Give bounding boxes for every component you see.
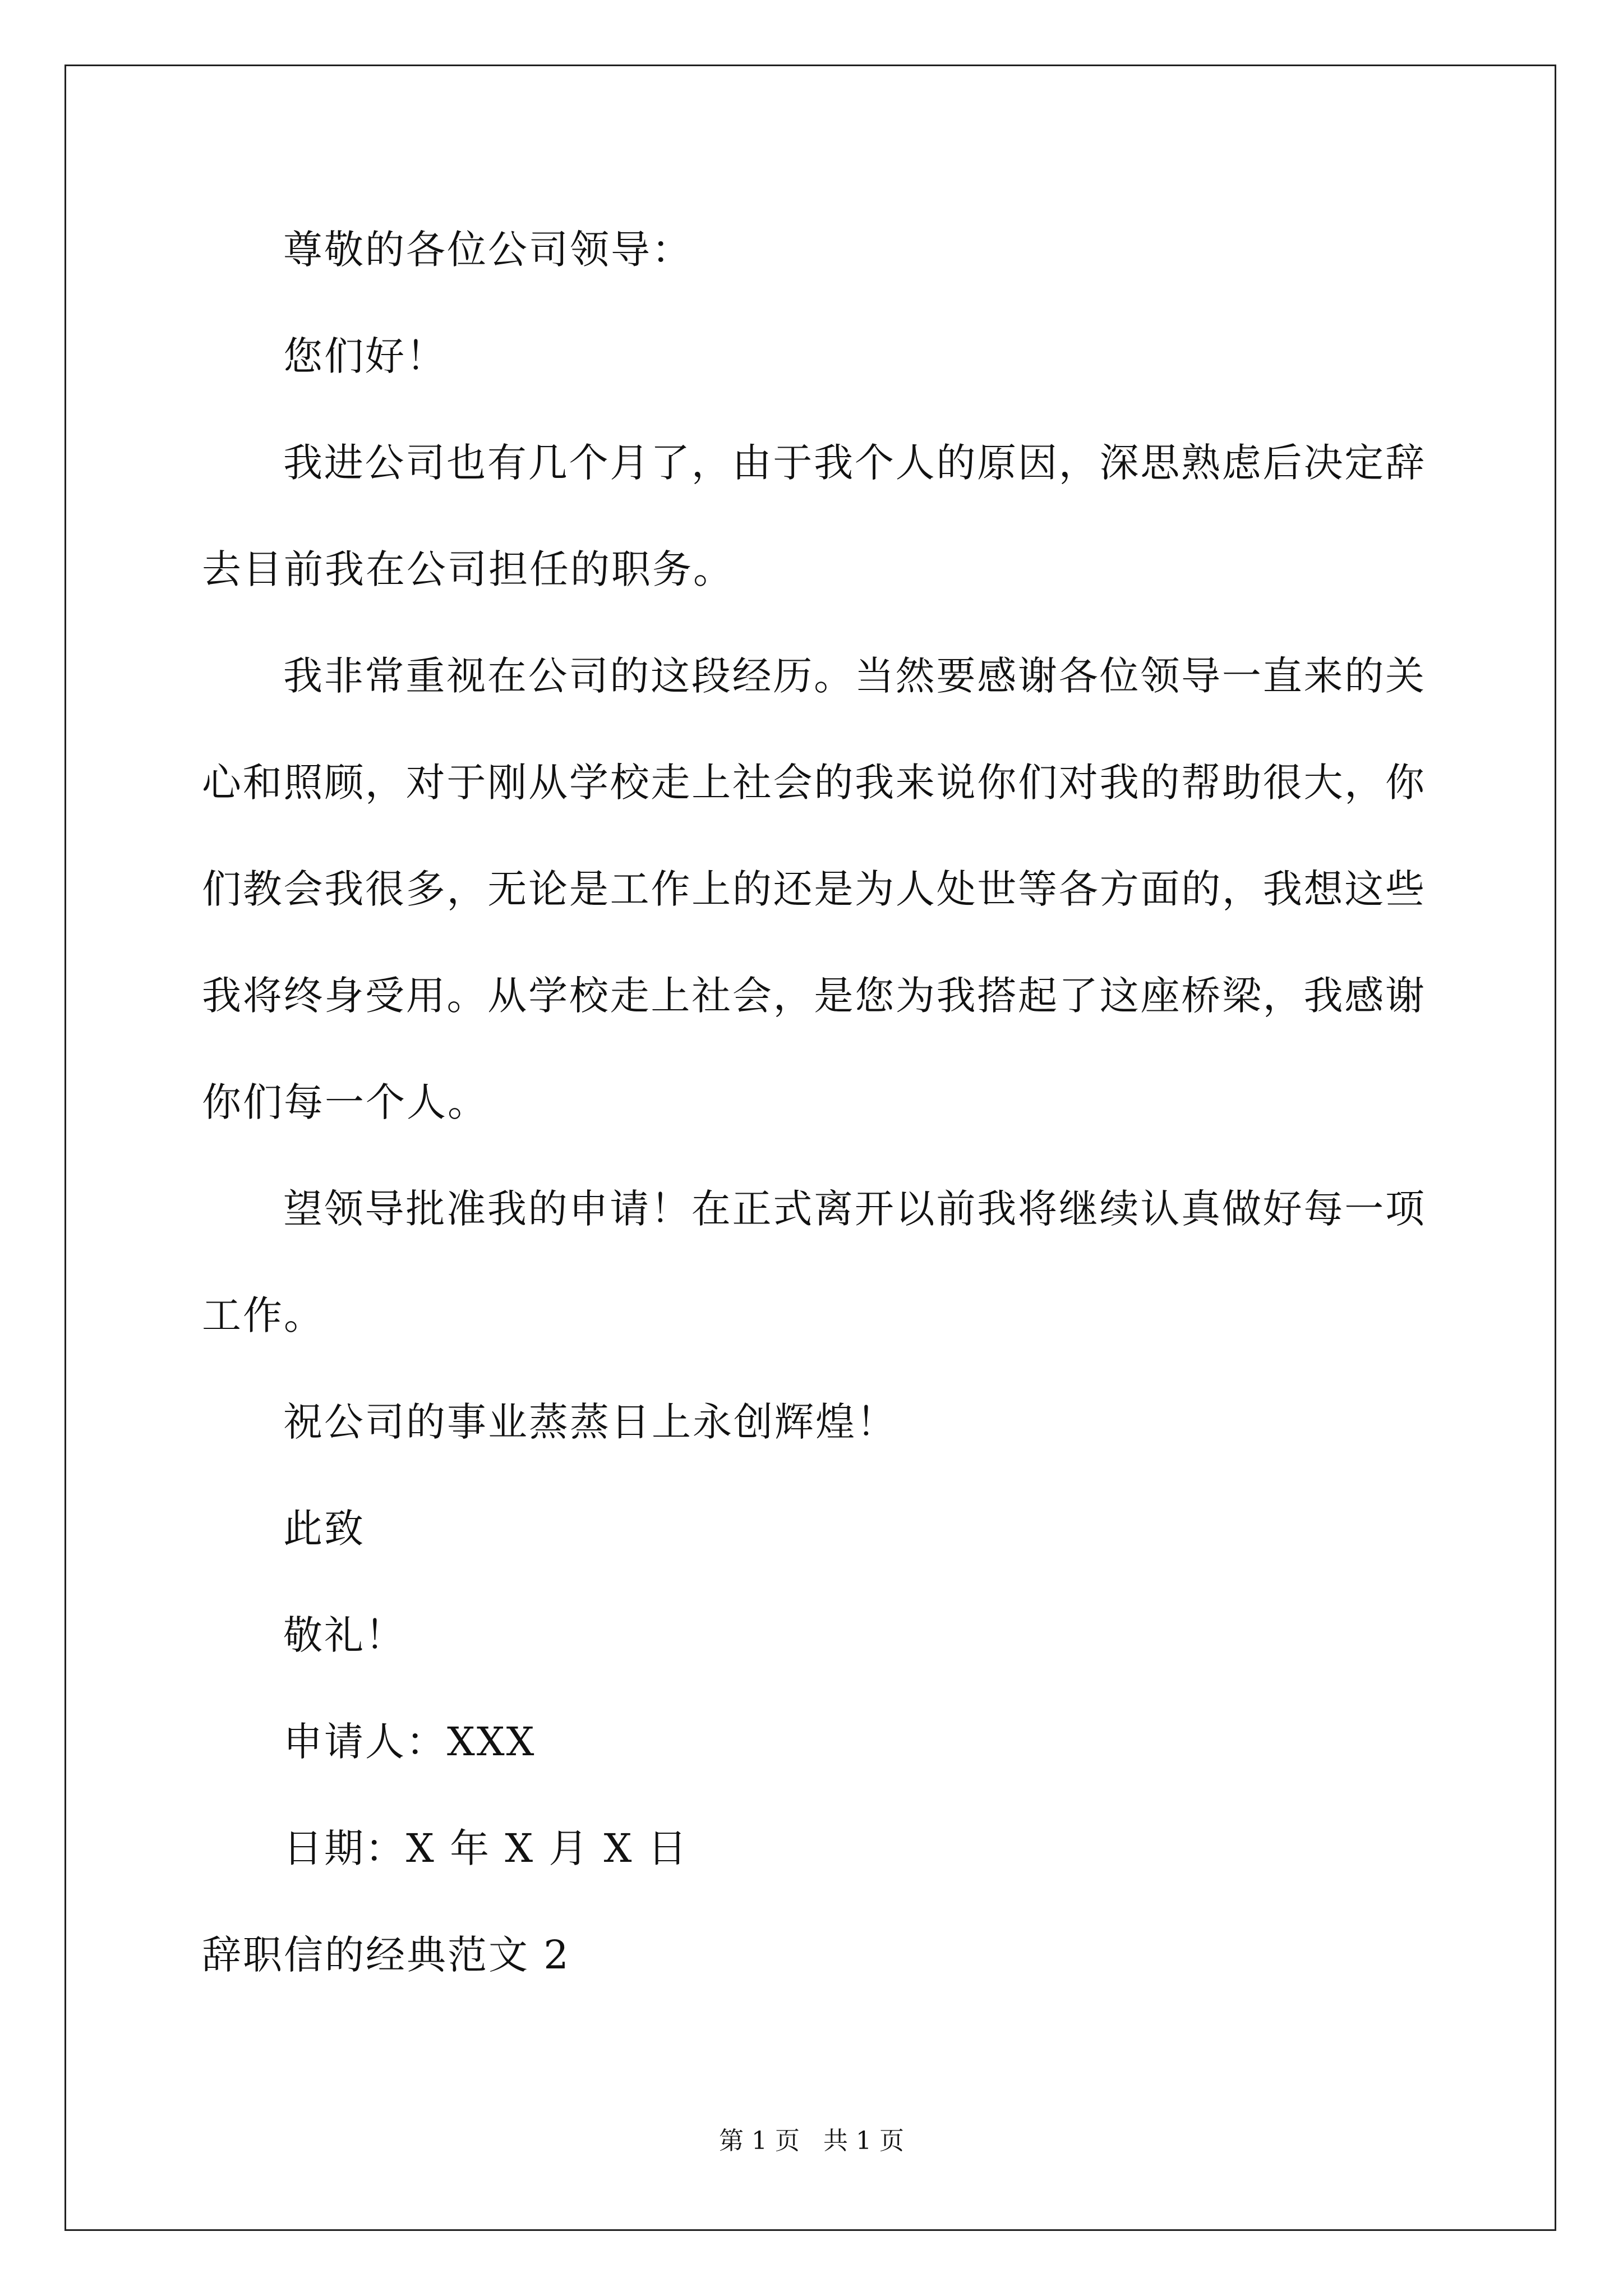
page-frame bbox=[64, 65, 1556, 2231]
paragraph-3-line-2: 工作。 bbox=[202, 1292, 325, 1338]
paragraph-2-line-1: 我非常重视在公司的这段经历。当然要感谢各位领导一直来的关 bbox=[283, 653, 1424, 699]
paragraph-1-line-2: 去目前我在公司担任的职务。 bbox=[202, 546, 734, 592]
next-section-title: 辞职信的经典范文 2 bbox=[202, 1932, 570, 1978]
paragraph-2-line-4: 我将终身受用。从学校走上社会，是您为我搭起了这座桥梁，我感谢 bbox=[202, 973, 1424, 1019]
wish-line: 祝公司的事业蒸蒸日上永创辉煌！ bbox=[283, 1399, 897, 1445]
greeting: 您们好！ bbox=[283, 333, 447, 379]
applicant-line: 申请人：XXX bbox=[283, 1719, 536, 1765]
paragraph-2-line-5: 你们每一个人。 bbox=[202, 1079, 488, 1125]
date-line: 日期：X 年 X 月 X 日 bbox=[283, 1825, 689, 1871]
paragraph-1-line-1: 我进公司也有几个月了，由于我个人的原因，深思熟虑后决定辞 bbox=[283, 440, 1424, 486]
closing-line-2: 敬礼！ bbox=[283, 1612, 406, 1658]
paragraph-2-line-2: 心和照顾，对于刚从学校走上社会的我来说你们对我的帮助很大，你 bbox=[202, 760, 1424, 806]
paragraph-2-line-3: 们教会我很多，无论是工作上的还是为人处世等各方面的，我想这些 bbox=[202, 866, 1424, 912]
closing-line-1: 此致 bbox=[283, 1506, 365, 1552]
salutation: 尊敬的各位公司领导： bbox=[283, 227, 693, 273]
page-number-footer: 第 1 页 共 1 页 bbox=[719, 2127, 904, 2155]
paragraph-3-line-1: 望领导批准我的申请！在正式离开以前我将继续认真做好每一项 bbox=[283, 1186, 1424, 1232]
